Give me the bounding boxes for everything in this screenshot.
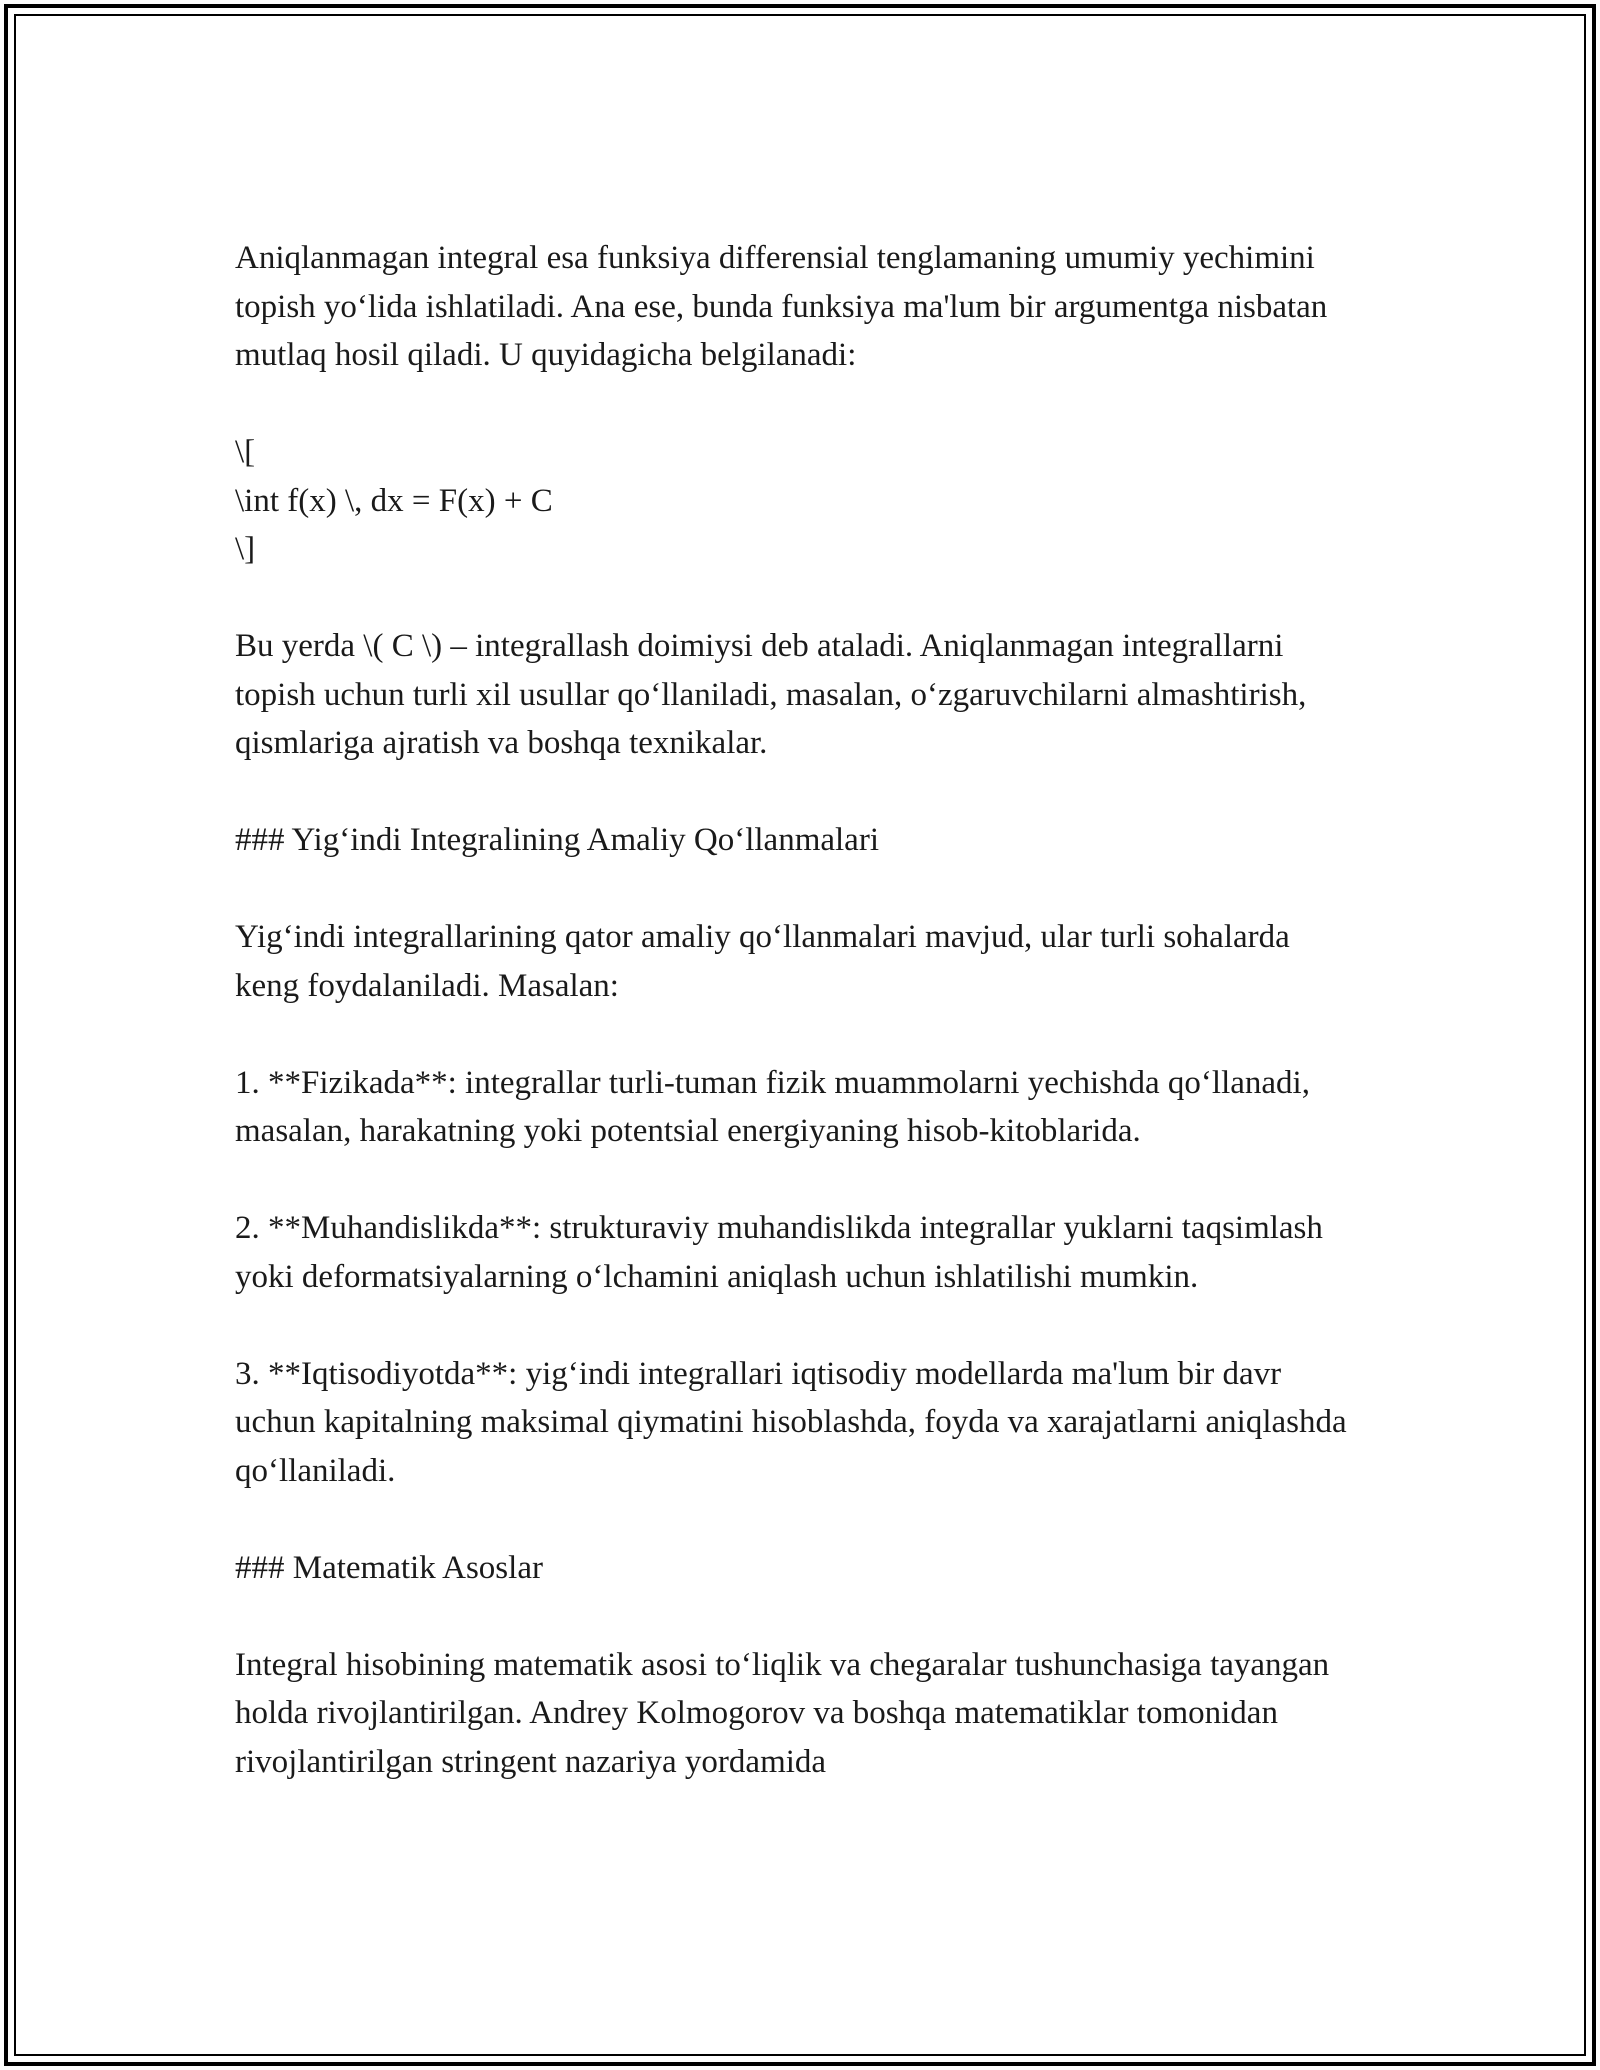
- heading-foundations: ### Matematik Asoslar: [235, 1549, 543, 1586]
- list-item-physics: 1. **Fizikada**: integrallar turli-tuman fizik muammolarni yechishda qo‘llanadi, masalan, harakatning yoki potentsial energiyaning hisob-kitoblarida.: [235, 1064, 1319, 1149]
- paragraph-constant: Bu yerda \( C \) – integrallash doimiysi deb ataladi. Aniqlanmagan integrallarni topish uchun turli xil usullar qo‘llaniladi, masalan, o‘zgaruvchilarni almashtirish, qismlariga ajratish va boshqa texnikalar.: [235, 628, 1315, 761]
- paragraph-applications-intro: Yig‘indi integrallarining qator amaliy qo‘llanmalari mavjud, ular turli sohalarda keng foydalaniladi. Masalan:: [235, 919, 1299, 1004]
- formula-close: \]: [235, 531, 256, 567]
- document-body: [235, 234, 1355, 1835]
- heading-applications: ### Yig‘indi Integralining Amaliy Qo‘llanmalari: [235, 822, 879, 858]
- paragraph-foundations: Integral hisobining matematik asosi to‘liqlik va chegaralar tushunchasiga tayangan holda rivojlantirilgan. Andrey Kolmogorov va boshqa matematiklar tomonidan rivojlantirilgan stringent nazariya yordamida: [235, 1646, 1338, 1780]
- paragraph-intro: Aniqlanmagan integral esa funksiya differensial tenglamaning umumiy yechimini topish yo‘lida ishlatiladi. Ana ese, bunda funksiya ma'lum bir argumentga nisbatan mutlaq hosil qiladi. U quyidagicha belgilanadi:: [235, 240, 1336, 373]
- formula-body: \int f(x) \, dx = F(x) + C: [235, 482, 553, 519]
- list-item-engineering: 2. **Muhandislikda**: strukturaviy muhandislikda integrallar yuklarni taqsimlash yoki deformatsiyalarning o‘lchamini aniqlash uchun ishlatilishi mumkin.: [235, 1210, 1332, 1295]
- list-item-economics: 3. **Iqtisodiyotda**: yig‘indi integrallari iqtisodiy modellarda ma'lum bir davr uchun kapitalning maksimal qiymatini hisoblashda, foyda va xarajatlarni aniqlashda qo‘llaniladi.: [235, 1355, 1355, 1489]
- formula-open: \[: [235, 434, 256, 470]
